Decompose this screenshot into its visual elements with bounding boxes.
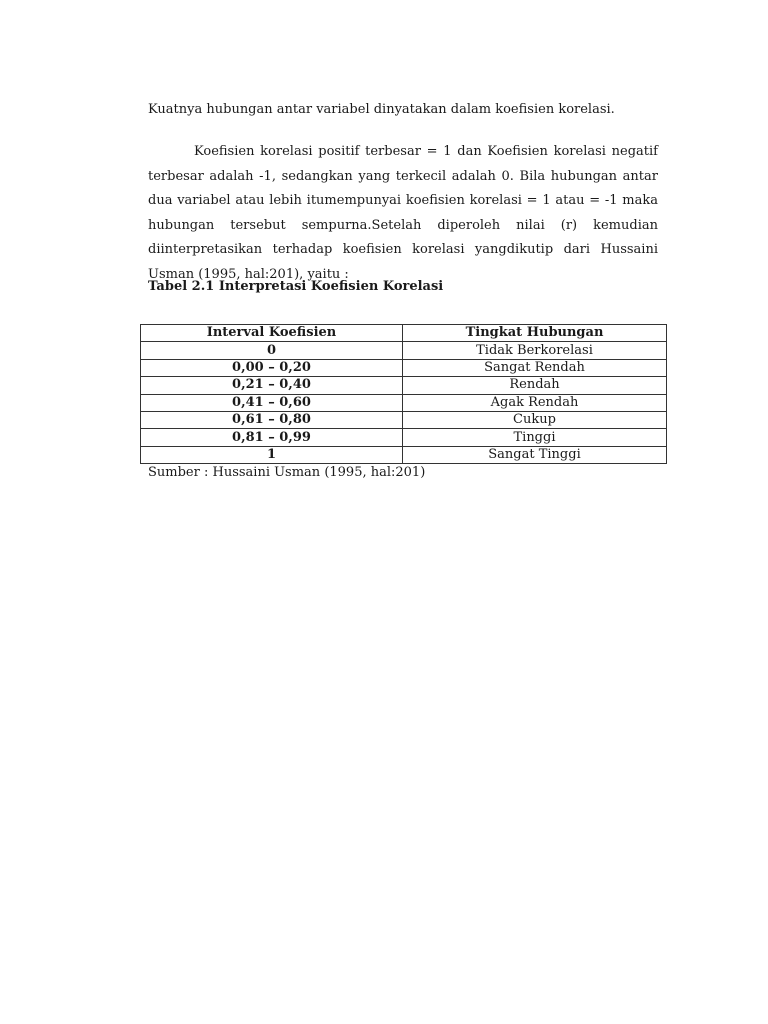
table-row — [141, 342, 667, 359]
correlation-table — [140, 324, 667, 464]
interval-cell: 0,61 – 0,80 — [141, 411, 403, 428]
level-cell: Sangat Rendah — [403, 359, 667, 376]
interval-cell: 0,41 – 0,60 — [141, 394, 403, 411]
level-cell: Agak Rendah — [403, 394, 667, 411]
interval-cell: 0,00 – 0,20 — [141, 359, 403, 376]
table-source-note: Sumber : Hussaini Usman (1995, hal:201) — [148, 465, 426, 480]
level-cell: Cukup — [403, 411, 667, 428]
header-level: Tingkat Hubungan — [403, 325, 667, 342]
table-row — [141, 429, 667, 446]
table-header-row — [141, 325, 667, 342]
interval-cell: 0,21 – 0,40 — [141, 377, 403, 394]
header-interval: Interval Koefisien — [141, 325, 403, 342]
table-caption: Tabel 2.1 Interpretasi Koefisien Korelasi — [148, 279, 444, 294]
level-cell: Sangat Tinggi — [403, 446, 667, 463]
interval-cell: 0,81 – 0,99 — [141, 429, 403, 446]
level-cell: Rendah — [403, 377, 667, 394]
interval-cell: 0 — [141, 342, 403, 359]
table-row — [141, 377, 667, 394]
body-paragraph: Koefisien korelasi positif terbesar = 1 dan Koefisien korelasi negatif terbesar adalah -1, sedangkan yang terkecil adalah 0. Bila hubungan antar dua variabel atau lebih itumempunyai koefisien korelasi = 1 atau = -1 maka hubungan tersebut sempurna.Setelah diperoleh nilai (r) kemudian diinterpretasikan terhadap koefisien korelasi yangdikutip dari Hussaini Usman (1995, hal:201), yaitu : — [148, 144, 658, 282]
intro-paragraph: Kuatnya hubungan antar variabel dinyatakan dalam koefisien korelasi. — [148, 102, 615, 117]
interval-cell: 1 — [141, 446, 403, 463]
level-cell: Tinggi — [403, 429, 667, 446]
table-row — [141, 359, 667, 376]
level-cell: Tidak Berkorelasi — [403, 342, 667, 359]
table-row — [141, 394, 667, 411]
table-row — [141, 411, 667, 428]
table-row — [141, 446, 667, 463]
